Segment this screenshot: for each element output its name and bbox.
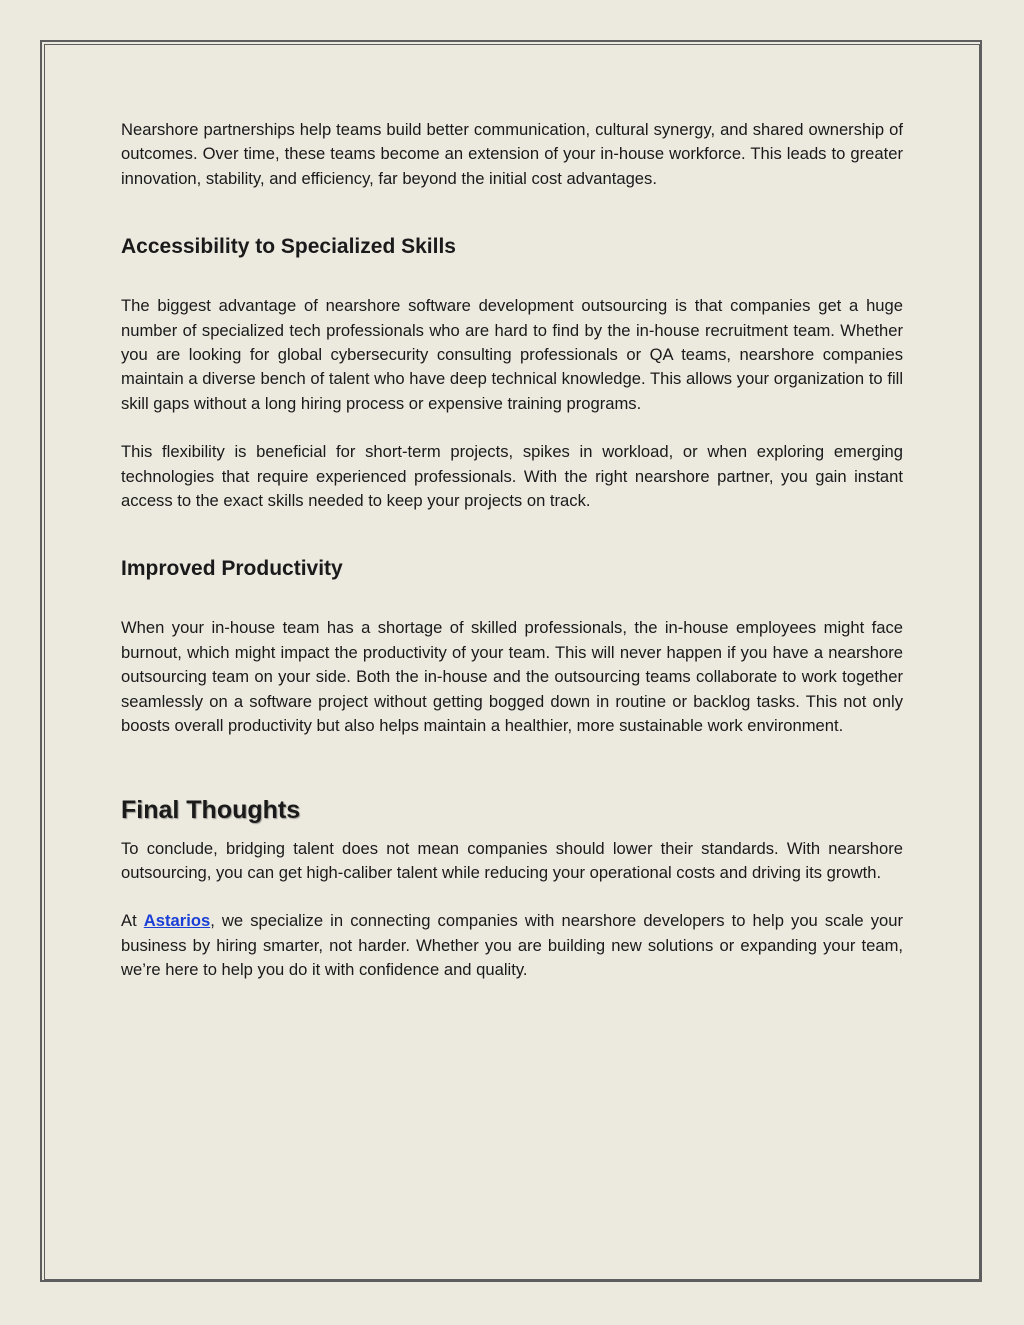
final-thoughts-heading: Final Thoughts — [121, 795, 301, 824]
final-paragraph-2 — [121, 909, 903, 982]
document-content — [121, 118, 903, 983]
skills-paragraph-2: This flexibility is beneficial for short-term projects, spikes in workload, or when exploring emerging technologies that require experienced professionals. With the right nearshore partner, you gain instant access to the exact skills needed to keep your projects on track. — [121, 442, 903, 511]
intro-paragraph: Nearshore partnerships help teams build better communication, cultural synergy, and shared ownership of outcomes. Over time, these teams become an extension of your in-house workforce. This leads to greater innovation, stability, and efficiency, far beyond the initial cost advantages. — [121, 120, 903, 188]
productivity-heading: Improved Productivity — [121, 557, 343, 581]
astarios-link[interactable]: Astarios — [143, 911, 211, 931]
final-paragraph-2-suffix: , we specialize in connecting companies with nearshore developers to help you scale your business by hiring smarter, not harder. Whether you are building new solutions or expanding your team, we’re here to help you do it with confidence and quality. — [121, 911, 903, 980]
skills-heading: Accessibility to Specialized Skills — [121, 235, 456, 259]
final-paragraph-1: To conclude, bridging talent does not mean companies should lower their standards. With nearshore outsourcing, you can get high-caliber talent while reducing your operational costs and driving its growth. — [121, 838, 903, 882]
skills-paragraph-1: The biggest advantage of nearshore software development outsourcing is that companies get a huge number of specialized tech professionals who are hard to find by the in-house recruitment team. Whether you are looking for global cybersecurity consulting professionals or QA teams, nearshore companies maintain a diverse bench of talent who have deep technical knowledge. This allows your organization to fill skill gaps without a long hiring process or expensive training programs. — [121, 296, 903, 413]
final-paragraph-2-prefix: At — [121, 911, 144, 931]
productivity-paragraph: When your in-house team has a shortage of skilled professionals, the in-house employees might face burnout, which might impact the productivity of your team. This will never happen if you have a nearshore outsourcing team on your side. Both the in-house and the outsourcing teams collaborate to work together seamlessly on a software project without getting bogged down in routine or backlog tasks. This not only boosts overall productivity but also helps maintain a healthier, more sustainable work environment. — [121, 618, 903, 736]
